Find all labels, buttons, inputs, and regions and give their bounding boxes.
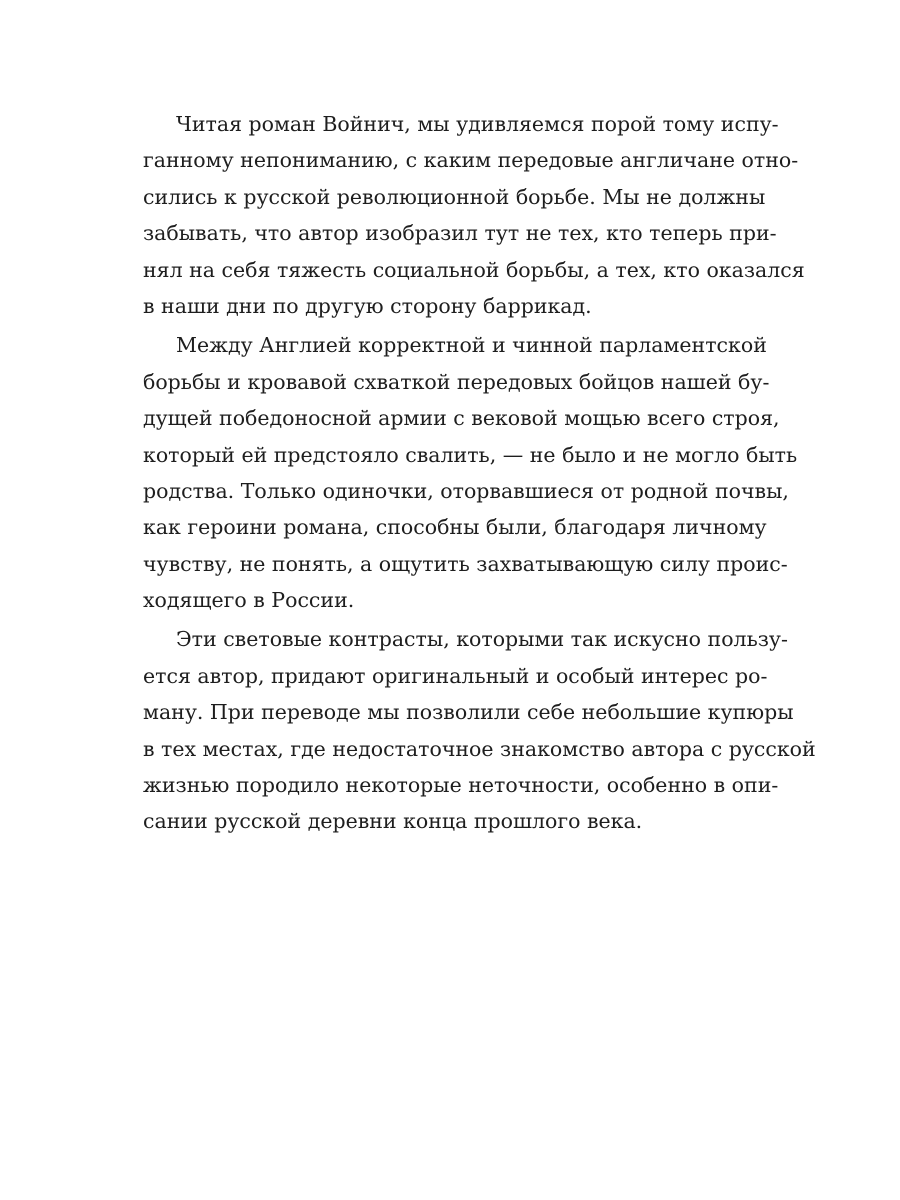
text-line: сании русской деревни конца прошлого века. [143,809,643,834]
text-line: Эти световые контрасты, которыми так искусно пользу- [176,627,788,652]
text-line: забывать, что автор изобразил тут не тех, кто теперь при- [143,221,777,246]
paragraph-2 [143,327,798,618]
text-line: дущей победоносной армии с вековой мощью всего строя, [143,406,780,431]
body-text [143,106,816,840]
text-line: ману. При переводе мы позволили себе небольшие купюры [143,700,794,725]
text-line: нял на себя тяжесть социальной борьбы, а тех, кто оказался [143,257,805,282]
text-line: борьбы и кровавой схваткой передовых бойцов нашей бу- [143,369,770,394]
text-line: который ей предстояло свалить, — не было и не могло быть [143,442,798,467]
text-line: жизнью породило некоторые неточности, особенно в опи- [143,773,779,798]
text-line: Между Англией корректной и чинной парламентской [176,333,767,358]
text-line: родства. Только одиночки, оторвавшиеся от родной почвы, [143,478,789,503]
text-line: в наши дни по другую сторону баррикад. [143,293,592,318]
text-line: в тех местах, где недостаточное знакомство автора с русской [143,736,816,761]
text-line: как героини романа, способны были, благодаря личному [143,515,767,540]
text-line: ется автор, придают оригинальный и особый интерес ро- [143,663,768,688]
paragraph-3 [143,621,816,839]
text-line: чувству, не понять, а ощутить захватывающую силу проис- [143,551,788,576]
text-line: Читая роман Войнич, мы удивляемся порой тому испу- [176,112,779,136]
text-line: ганному непониманию, с каким передовые англичане отно- [143,148,799,173]
text-line: сились к русской революционной борьбе. Мы не должны [143,184,766,209]
paragraph-1 [143,106,805,324]
text-line: ходящего в России. [143,588,355,613]
